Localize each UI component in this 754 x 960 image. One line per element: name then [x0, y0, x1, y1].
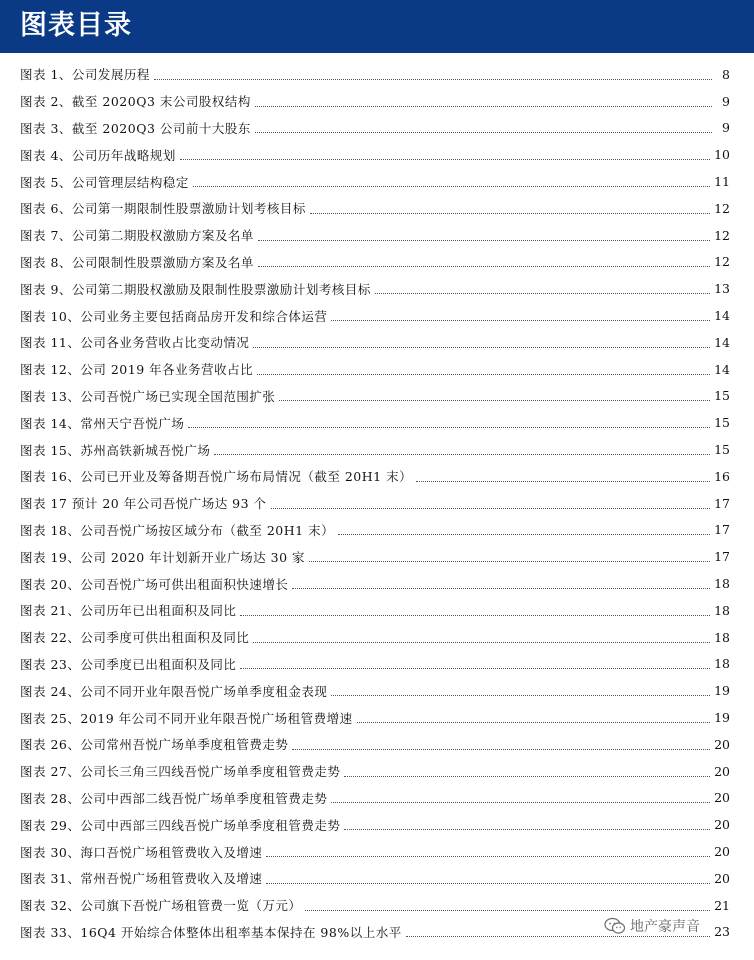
dot-leader: [257, 374, 710, 375]
toc-entry: [0, 275, 754, 302]
toc-entry: [0, 115, 754, 142]
dot-leader: [180, 159, 710, 160]
toc-entry-page-number: 9: [722, 93, 730, 109]
toc-entry-link[interactable]: [20, 356, 730, 383]
wechat-icon: [604, 917, 626, 935]
toc-entry-label: 图表 20、公司吾悦广场可供出租面积快速增长: [20, 576, 289, 592]
dot-leader: [375, 293, 710, 294]
toc-entry-link[interactable]: [20, 115, 730, 142]
toc-entry-page-number: 15: [714, 388, 730, 404]
toc-entry-page-number: 16: [714, 468, 730, 484]
toc-entry-link[interactable]: [20, 597, 730, 624]
toc-entry-link[interactable]: [20, 249, 730, 276]
toc-entry-label: 图表 14、常州天宁吾悦广场: [20, 415, 185, 431]
toc-entry-link[interactable]: [20, 383, 730, 410]
toc-entry: [0, 597, 754, 624]
toc-entry-label: 图表 31、常州吾悦广场租管费收入及增速: [20, 871, 263, 887]
toc-entry-page-number: 14: [714, 334, 730, 350]
toc-entry-page-number: 20: [714, 817, 730, 833]
watermark: [604, 916, 700, 936]
toc-entry-label: 图表 15、苏州高铁新城吾悦广场: [20, 442, 211, 458]
toc-entry-page-number: 17: [714, 495, 730, 511]
dot-leader: [331, 320, 710, 321]
dot-leader: [344, 829, 710, 830]
toc-entry-page-number: 18: [714, 629, 730, 645]
toc-entry-link[interactable]: [20, 704, 730, 731]
dot-leader: [253, 347, 710, 348]
dot-leader: [344, 776, 710, 777]
toc-entry-label: 图表 24、公司不同开业年限吾悦广场单季度租金表现: [20, 683, 328, 699]
toc-entry-label: 图表 5、公司管理层结构稳定: [20, 174, 189, 190]
toc-entry-label: 图表 28、公司中西部二线吾悦广场单季度租管费走势: [20, 790, 328, 806]
toc-entry: [0, 811, 754, 838]
dot-leader: [258, 266, 710, 267]
toc-entry-link[interactable]: [20, 811, 730, 838]
toc-entry-page-number: 18: [714, 576, 730, 592]
toc-entry-link[interactable]: [20, 222, 730, 249]
toc-entry-link[interactable]: [20, 517, 730, 544]
toc-entry-link[interactable]: [20, 463, 730, 490]
toc-entry-link[interactable]: [20, 865, 730, 892]
toc-entry-page-number: 19: [714, 683, 730, 699]
toc-entry-link[interactable]: [20, 624, 730, 651]
toc-entry: [0, 61, 754, 88]
toc-entry-page-number: 11: [714, 174, 730, 190]
dot-leader: [305, 910, 710, 911]
toc-entry-page-number: 14: [714, 308, 730, 324]
toc-entry: [0, 168, 754, 195]
toc-entry-page-number: 20: [714, 763, 730, 779]
toc-entry-page-number: 20: [714, 870, 730, 886]
toc-entry-page-number: 12: [714, 227, 730, 243]
dot-leader: [255, 106, 712, 107]
toc-entry: [0, 383, 754, 410]
toc-entry-link[interactable]: [20, 490, 730, 517]
toc-entry-page-number: 10: [714, 147, 730, 163]
toc-entry-link[interactable]: [20, 838, 730, 865]
toc-entry-label: 图表 25、2019 年公司不同开业年限吾悦广场租管费增速: [20, 710, 353, 726]
dot-leader: [255, 132, 712, 133]
toc-entry-label: 图表 7、公司第二期股权激励方案及名单: [20, 228, 254, 244]
toc-entry-page-number: 18: [714, 602, 730, 618]
toc-entry-page-number: 9: [722, 120, 730, 136]
toc-entry: [0, 865, 754, 892]
toc-entry-page-number: 21: [714, 897, 730, 913]
toc-entry-page-number: 19: [714, 710, 730, 726]
dot-leader: [154, 79, 712, 80]
toc-entry-page-number: 18: [714, 656, 730, 672]
toc-entry-label: 图表 11、公司各业务营收占比变动情况: [20, 335, 250, 351]
dot-leader: [258, 240, 710, 241]
toc-entry: [0, 704, 754, 731]
toc-entry-label: 图表 16、公司已开业及筹备期吾悦广场布局情况（截至 20H1 末）: [20, 469, 413, 485]
toc-entry: [0, 517, 754, 544]
dot-leader: [331, 802, 710, 803]
toc-entry-page-number: 15: [714, 442, 730, 458]
toc-entry-link[interactable]: [20, 731, 730, 758]
toc-entry-link[interactable]: [20, 329, 730, 356]
toc-entry-label: 图表 30、海口吾悦广场租管费收入及增速: [20, 844, 263, 860]
dot-leader: [271, 508, 711, 509]
toc-entry-link[interactable]: [20, 141, 730, 168]
toc-entry-label: 图表 29、公司中西部三四线吾悦广场单季度租管费走势: [20, 817, 341, 833]
toc-entry-page-number: 20: [714, 844, 730, 859]
toc-entry-page-number: 17: [714, 549, 730, 565]
toc-entry: [0, 490, 754, 517]
toc-entry-link[interactable]: [20, 758, 730, 785]
toc-entry-page-number: 23: [714, 924, 730, 940]
toc-entry-label: 图表 33、16Q4 开始综合体整体出租率基本保持在 98%以上水平: [20, 924, 402, 940]
toc-entry-label: 图表 6、公司第一期限制性股票激励计划考核目标: [20, 201, 306, 217]
toc-entry: [0, 302, 754, 329]
toc-entry: [0, 624, 754, 651]
dot-leader: [240, 615, 710, 616]
dot-leader: [292, 588, 710, 589]
dot-leader: [310, 213, 710, 214]
toc-entry-label: 图表 17 预计 20 年公司吾悦广场达 93 个: [20, 496, 267, 512]
toc-entry: [0, 838, 754, 865]
toc-entry: [0, 463, 754, 490]
toc-entry: [0, 222, 754, 249]
dot-leader: [416, 481, 710, 482]
toc-entry: [0, 195, 754, 222]
toc-entry-link[interactable]: [20, 785, 730, 812]
toc-entry-link[interactable]: [20, 409, 730, 436]
toc-entry-link[interactable]: [20, 570, 730, 597]
toc-entry: [0, 436, 754, 463]
dot-leader: [266, 883, 710, 884]
toc-entry: [0, 785, 754, 812]
toc-entry-label: 图表 23、公司季度已出租面积及同比: [20, 656, 237, 672]
toc-entry-label: 图表 22、公司季度可供出租面积及同比: [20, 630, 250, 646]
toc-entry-page-number: 12: [714, 200, 730, 216]
toc-entry-link[interactable]: [20, 436, 730, 463]
toc-entry-link[interactable]: [20, 61, 730, 88]
toc-entry: [0, 570, 754, 597]
toc-entry-label: 图表 8、公司限制性股票激励方案及名单: [20, 254, 254, 270]
toc-entry-label: 图表 13、公司吾悦广场已实现全国范围扩张: [20, 388, 276, 404]
toc-entry-label: 图表 26、公司常州吾悦广场单季度租管费走势: [20, 737, 289, 753]
toc-entry-link[interactable]: [20, 651, 730, 678]
toc-entry-link[interactable]: [20, 195, 730, 222]
toc-entry-label: 图表 2、截至 2020Q3 末公司股权结构: [20, 94, 251, 110]
dot-leader: [331, 695, 710, 696]
dot-leader: [253, 642, 710, 643]
toc-entry-page-number: 8: [722, 66, 730, 82]
toc-entry-link[interactable]: [20, 892, 730, 919]
toc-entry: [0, 409, 754, 436]
dot-leader: [357, 722, 710, 723]
toc-entry: [0, 141, 754, 168]
toc-entry-label: 图表 19、公司 2020 年计划新开业广场达 30 家: [20, 549, 305, 565]
toc-entry-page-number: 15: [714, 415, 730, 431]
toc-entry-label: 图表 1、公司发展历程: [20, 67, 150, 83]
toc-entry: [0, 88, 754, 115]
toc-entry-label: 图表 9、公司第二期股权激励及限制性股票激励计划考核目标: [20, 281, 371, 297]
toc-entry-page-number: 14: [714, 361, 730, 377]
dot-leader: [309, 561, 710, 562]
toc-entry: [0, 329, 754, 356]
dot-leader: [240, 668, 710, 669]
dot-leader: [266, 856, 710, 857]
dot-leader: [279, 400, 710, 401]
toc-entry-label: 图表 3、截至 2020Q3 公司前十大股东: [20, 120, 251, 136]
toc-entry-page-number: 20: [714, 790, 730, 806]
dot-leader: [406, 936, 710, 937]
toc-entry: [0, 249, 754, 276]
toc-entry-link[interactable]: [20, 275, 730, 302]
toc-entry: [0, 356, 754, 383]
toc-entry: [0, 758, 754, 785]
toc-entry-link[interactable]: [20, 543, 730, 570]
toc-entry-page-number: 20: [714, 736, 730, 752]
toc-entry-label: 图表 4、公司历年战略规划: [20, 147, 176, 163]
watermark-text: 地产豪声音: [630, 919, 700, 935]
dot-leader: [214, 454, 710, 455]
toc-entry-label: 图表 18、公司吾悦广场按区域分布（截至 20H1 末）: [20, 522, 335, 538]
toc-entry-link[interactable]: [20, 302, 730, 329]
toc-entry-label: 图表 32、公司旗下吾悦广场租管费一览（万元）: [20, 898, 302, 914]
toc-entry-label: 图表 10、公司业务主要包括商品房开发和综合体运营: [20, 308, 328, 324]
toc-entry: [0, 677, 754, 704]
toc-entry: [0, 892, 754, 919]
toc-entry-page-number: 13: [714, 281, 730, 297]
toc-entry-link[interactable]: [20, 168, 730, 195]
toc-entry-label: 图表 21、公司历年已出租面积及同比: [20, 603, 237, 619]
toc-entry-page-number: 17: [714, 522, 730, 538]
toc-entry-label: 图表 12、公司 2019 年各业务营收占比: [20, 362, 254, 378]
table-of-contents: [0, 61, 754, 945]
toc-entry-link[interactable]: [20, 677, 730, 704]
toc-entry: [0, 651, 754, 678]
page-title: 图表目录: [20, 10, 132, 41]
dot-leader: [193, 186, 710, 187]
toc-entry-link[interactable]: [20, 88, 730, 115]
dot-leader: [292, 749, 710, 750]
dot-leader: [338, 534, 710, 535]
toc-entry: [0, 731, 754, 758]
toc-entry-page-number: 12: [714, 254, 730, 270]
header-band: [0, 0, 754, 53]
toc-entry-label: 图表 27、公司长三角三四线吾悦广场单季度租管费走势: [20, 764, 341, 780]
dot-leader: [188, 427, 710, 428]
toc-entry: [0, 543, 754, 570]
